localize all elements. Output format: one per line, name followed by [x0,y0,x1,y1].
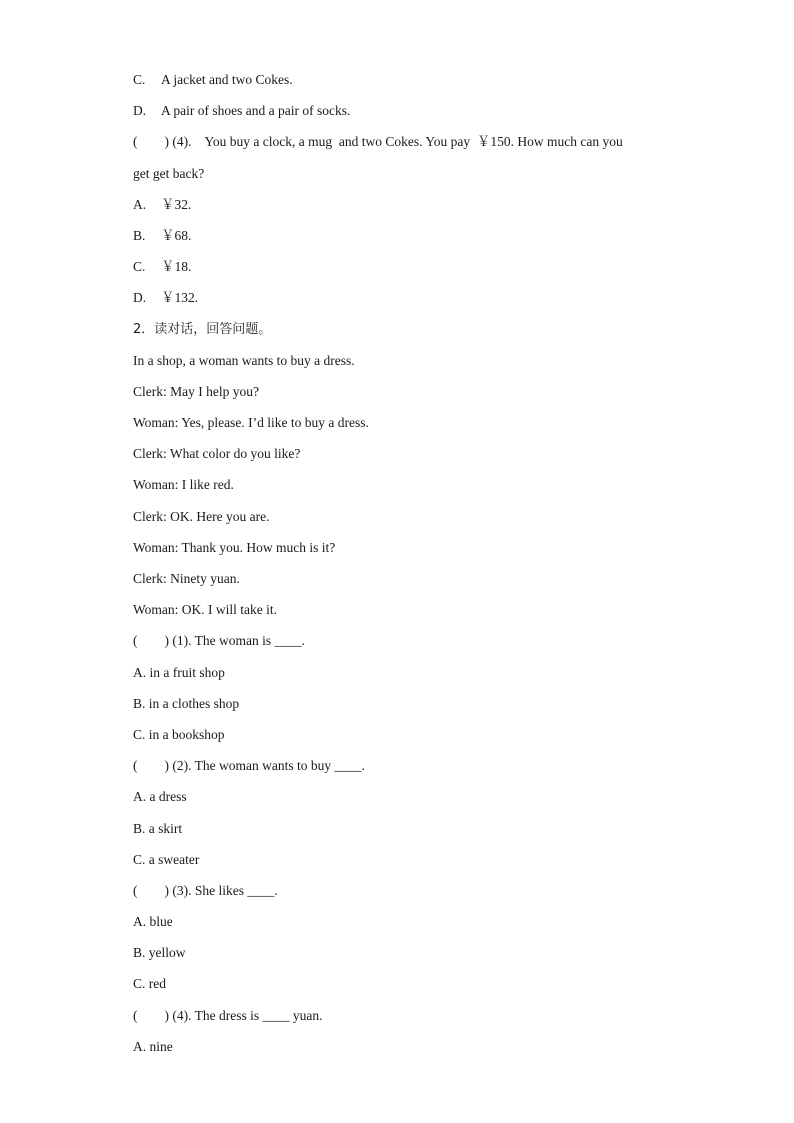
option-letter: C. [133,72,146,87]
question-prompt: ( ) (4). You buy a clock, a mug and two Cokes. You pay ￥150. How much can you [133,134,623,150]
dialogue-line: Clerk: Ninety yuan. [133,571,240,586]
worksheet-page [133,64,673,1062]
question-prompt-continued: get get back? [133,165,205,181]
dialogue-line: Woman: Thank you. How much is it? [133,539,336,555]
option-line: A. a dress [133,789,187,805]
question-prompt: ( ) (1). The woman is ____. [133,633,305,649]
option-letter: B. [133,227,146,243]
option-letter: A. [133,196,147,212]
option-line [133,220,673,251]
dialogue-line: Woman: I like red. [133,477,234,493]
option-line [133,64,673,95]
question-prompt: ( ) (3). She likes ____. [133,882,278,898]
option-line: C. a sweater [133,851,200,867]
option-line: A. blue [133,914,173,930]
option-line [133,95,673,126]
option-line [133,251,673,282]
option-letter: D. [133,103,147,119]
option-line: A. in a fruit shop [133,664,225,680]
option-text: A jacket and two Cokes. [161,72,293,87]
option-line: C. in a bookshop [133,726,225,742]
dialogue-line: Clerk: What color do you like? [133,446,301,462]
option-letter: C. [133,259,146,275]
dialogue-line: Woman: OK. I will take it. [133,602,278,618]
dialogue-line: In a shop, a woman wants to buy a dress. [133,352,355,368]
question-prompt: ( ) (4). The dress is ____ yuan. [133,1007,323,1023]
dialogue-line: Clerk: May I help you? [133,383,259,399]
option-line [133,189,673,220]
option-text: A pair of shoes and a pair of socks. [161,103,351,119]
section-heading: 2．读对话，回答问题。 [133,321,272,337]
option-line [133,282,673,313]
option-line: A. nine [133,1038,173,1054]
option-line: B. a skirt [133,820,183,836]
dialogue-line: Woman: Yes, please. I’d like to buy a dress. [133,415,369,431]
option-text: ￥132. [161,290,199,306]
option-text: ￥18. [161,259,192,275]
option-line: C. red [133,976,166,992]
option-letter: D. [133,290,147,306]
option-line: B. yellow [133,945,186,961]
option-text: ￥32. [161,196,192,212]
option-text: ￥68. [161,227,192,243]
option-line: B. in a clothes shop [133,695,240,711]
question-prompt: ( ) (2). The woman wants to buy ____. [133,758,365,774]
dialogue-line: Clerk: OK. Here you are. [133,508,270,524]
